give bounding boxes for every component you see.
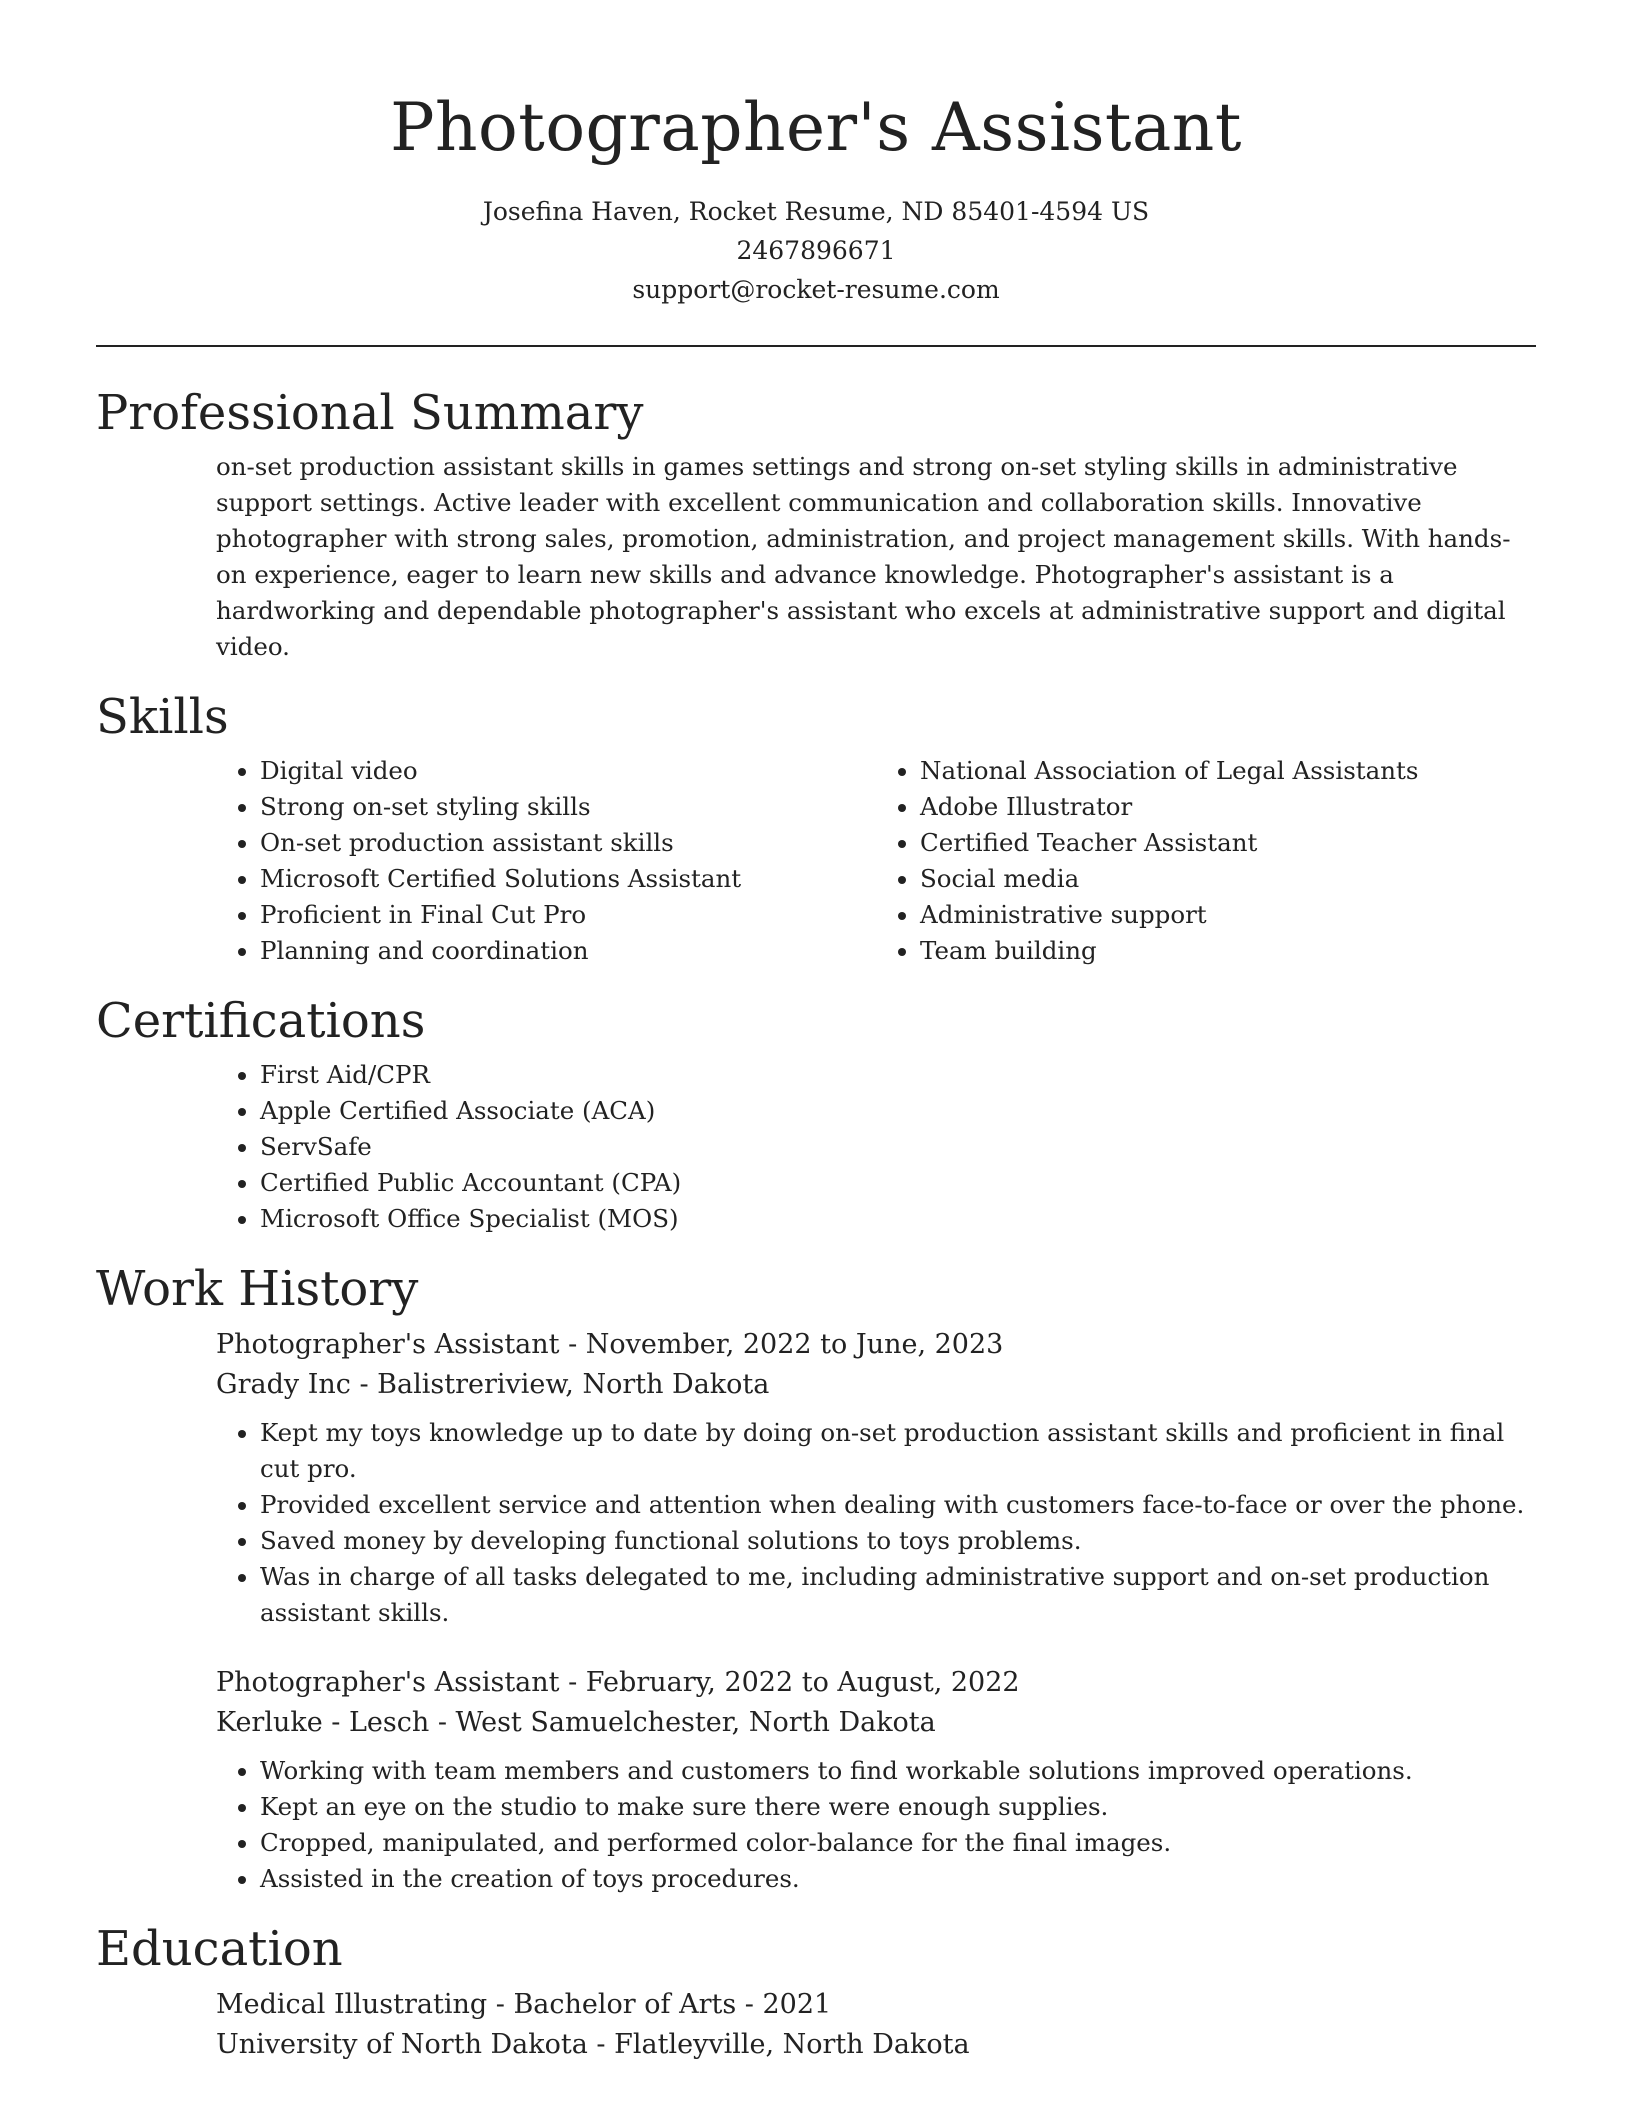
list-item: • Strong on-set styling skills bbox=[260, 789, 876, 825]
education-heading: Education bbox=[96, 1921, 343, 1977]
list-item: • Apple Certified Associate (ACA) bbox=[260, 1093, 1536, 1129]
resume-header bbox=[96, 0, 1536, 309]
list-item: • Assisted in the creation of toys procedures. bbox=[260, 1861, 1536, 1897]
list-item: • Adobe Illustrator bbox=[920, 789, 1536, 825]
list-item: • Certified Teacher Assistant bbox=[920, 825, 1536, 861]
resume-page bbox=[96, 0, 1536, 2065]
contact-block bbox=[96, 192, 1536, 309]
contact-phone: 2467896671 bbox=[736, 236, 896, 265]
skills-heading: Skills bbox=[96, 689, 229, 745]
list-item: • First Aid/CPR bbox=[260, 1057, 1536, 1093]
header-divider bbox=[96, 345, 1536, 347]
job-company-line: Grady Inc - Balistreriview, North Dakota bbox=[216, 1369, 770, 1400]
list-item: • National Association of Legal Assistants bbox=[920, 753, 1536, 789]
work-history-body bbox=[216, 1325, 1536, 1897]
list-item: • On-set production assistant skills bbox=[260, 825, 876, 861]
summary-text: on-set production assistant skills in games settings and strong on-set styling skills in administrative support settings. Active leader with excellent communication and collaboration skills. Innovative photographer with strong sales, promotion, administration, and project management skills. With hands-on experience, eager to learn new skills and advance knowledge. Photographer's assistant is a hardworking and dependable photographer's assistant who excels at administrative support and digital video. bbox=[216, 452, 1511, 661]
list-item: • Planning and coordination bbox=[260, 933, 876, 969]
job-company-line: Kerluke - Lesch - West Samuelchester, North Dakota bbox=[216, 1707, 936, 1738]
list-item: • Provided excellent service and attention when dealing with customers face-to-face or over the phone. bbox=[260, 1487, 1536, 1523]
list-item: • Digital video bbox=[260, 753, 876, 789]
skills-body bbox=[216, 753, 1536, 969]
list-item: • Proficient in Final Cut Pro bbox=[260, 897, 876, 933]
education-degree-line: Medical Illustrating - Bachelor of Arts - 2021 bbox=[216, 1989, 832, 2020]
list-item: • Administrative support bbox=[920, 897, 1536, 933]
job-entry bbox=[216, 1663, 1536, 1897]
contact-address: Josefina Haven, Rocket Resume, ND 85401-4594 US bbox=[482, 197, 1150, 226]
work-history-section bbox=[96, 1259, 1536, 1897]
education-body bbox=[216, 1985, 1536, 2065]
contact-email: support@rocket-resume.com bbox=[632, 275, 1000, 304]
job-title-line: Photographer's Assistant - November, 2022 to June, 2023 bbox=[216, 1329, 1004, 1360]
list-item: • Social media bbox=[920, 861, 1536, 897]
skills-list-left bbox=[216, 753, 876, 969]
list-item: • ServSafe bbox=[260, 1129, 1536, 1165]
work-history-heading: Work History bbox=[96, 1261, 419, 1317]
list-item: • Saved money by developing functional solutions to toys problems. bbox=[260, 1523, 1536, 1559]
certifications-heading: Certifications bbox=[96, 993, 426, 1049]
job-entry bbox=[216, 1325, 1536, 1631]
list-item: • Kept an eye on the studio to make sure there were enough supplies. bbox=[260, 1789, 1536, 1825]
list-item: • Certified Public Accountant (CPA) bbox=[260, 1165, 1536, 1201]
list-item: • Kept my toys knowledge up to date by doing on-set production assistant skills and proficient in final cut pro. bbox=[260, 1415, 1536, 1487]
certifications-body bbox=[216, 1057, 1536, 1237]
education-section bbox=[96, 1919, 1536, 2065]
list-item: • Microsoft Certified Solutions Assistant bbox=[260, 861, 876, 897]
list-item: • Microsoft Office Specialist (MOS) bbox=[260, 1201, 1536, 1237]
list-item: • Cropped, manipulated, and performed color-balance for the final images. bbox=[260, 1825, 1536, 1861]
summary-body bbox=[216, 449, 1536, 665]
page-title: Photographer's Assistant bbox=[390, 89, 1242, 166]
certifications-list bbox=[216, 1057, 1536, 1237]
certifications-section bbox=[96, 991, 1536, 1237]
summary-heading: Professional Summary bbox=[96, 385, 644, 441]
job-title-line: Photographer's Assistant - February, 2022 to August, 2022 bbox=[216, 1667, 1020, 1698]
skills-section bbox=[96, 687, 1536, 969]
list-item: • Working with team members and customers to find workable solutions improved operations. bbox=[260, 1753, 1536, 1789]
list-item: • Was in charge of all tasks delegated to me, including administrative support and on-set production assistant skills. bbox=[260, 1559, 1536, 1631]
education-school-line: University of North Dakota - Flatleyville, North Dakota bbox=[216, 2029, 970, 2060]
job-bullets bbox=[216, 1753, 1536, 1897]
skills-list-right bbox=[876, 753, 1536, 969]
summary-section bbox=[96, 383, 1536, 665]
list-item: • Team building bbox=[920, 933, 1536, 969]
job-bullets bbox=[216, 1415, 1536, 1631]
